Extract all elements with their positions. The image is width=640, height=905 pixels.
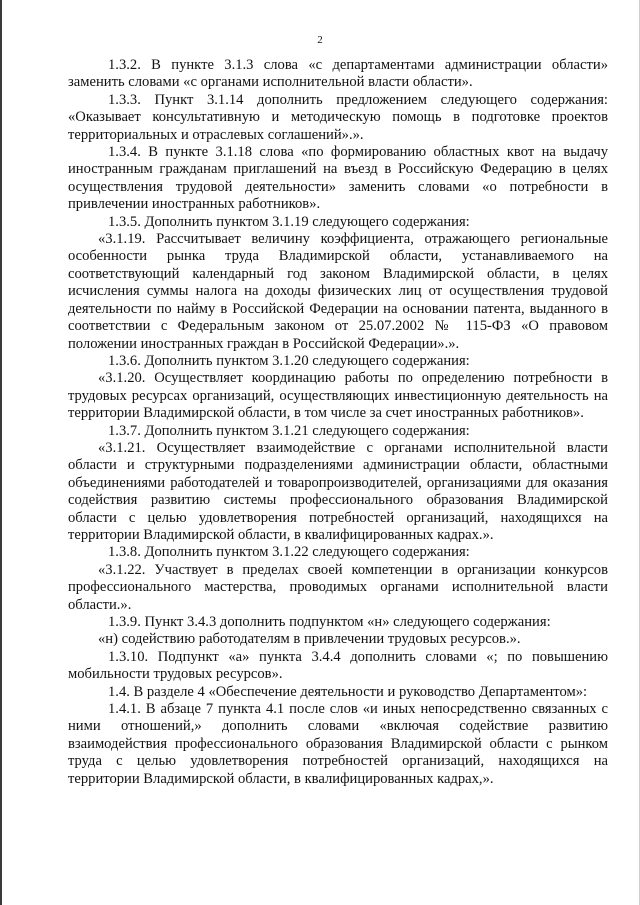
quote-3-1-21: «3.1.21. Осуществляет взаимодействие с органами исполнительной власти области и структурными подразделениями администрации области, областными объединениями работодателей и товаропроизводителей, организациями для оказания содействия развитию системы профессионального образования Владимирской области с целью удовлетворения потребностей организаций, находящихся на территории Владимирской области, в квалифицированных кадрах.». [68,439,608,543]
paragraph-1-3-5: 1.3.5. Дополнить пунктом 3.1.19 следующего содержания: [108,213,470,230]
paragraph-1-3-7: 1.3.7. Дополнить пунктом 3.1.21 следующего содержания: [108,422,470,439]
page-number: 2 [317,34,323,46]
quote-3-1-19: «3.1.19. Рассчитывает величину коэффициента, отражающего региональные особенности рынка труда Владимирской области, устанавливаемого на соответствующий календарный год законом Владимирской области, в целях исчисления суммы налога на доходы физических лиц от осуществления трудовой деятельности по найму в Российской Федерации на основании патента, выданного в соответствии с Федеральным законом от 25.07.2002 № 115-ФЗ «О правовом положении иностранных граждан в Российской Федерации».». [68,231,608,352]
paragraph-1-3-6: 1.3.6. Дополнить пунктом 3.1.20 следующего содержания: [108,352,470,369]
paragraph-1-3-10: 1.3.10. Подпункт «а» пункта 3.4.4 дополнить словами «; по повышению мобильности трудовых ресурсов». [68,648,608,683]
quote-3-1-22: «3.1.22. Участвует в пределах своей компетенции в организации конкурсов профессионального мастерства, проводимых органами исполнительной власти области.». [68,561,608,613]
paragraph-1-3-8: 1.3.8. Дополнить пунктом 3.1.22 следующего содержания: [108,544,470,561]
paragraph-1-3-2: 1.3.2. В пункте 3.1.3 слова «с департаментами администрации области» заменить словами «с органами исполнительной власти области». [68,57,608,91]
paragraph-1-3-4: 1.3.4. В пункте 3.1.18 слова «по формированию областных квот на выдачу иностранным гражданам приглашений на въезд в Российскую Федерацию в целях осуществления трудовой деятельности» заменить словами «о потребности в привлечении иностранных работников». [68,144,608,213]
quote-subitem-n: «н) содействию работодателям в привлечении трудовых ресурсов.». [98,631,521,648]
paragraph-1-4-1: 1.4.1. В абзаце 7 пункта 4.1 после слов «и иных непосредственно связанных с ними отношений,» дополнить словами «включая содействие развитию взаимодействия профессионального образования Владимирской области с рынком труда с целью удовлетворения потребностей организаций, находящихся на территории Владимирской области, в квалифицированных кадрах,». [68,701,608,787]
quote-3-1-20: «3.1.20. Осуществляет координацию работы по определению потребности в трудовых ресурсах организаций, осуществляющих инвестиционную деятельность на территории Владимирской области, в том числе за счет иностранных работников». [68,370,608,422]
paragraph-1-3-3: 1.3.3. Пункт 3.1.14 дополнить предложением следующего содержания: «Оказывает консультативную и методическую помощь в подготовке проектов территориальных и отраслевых соглашений».». [68,91,608,143]
document-body [68,57,608,788]
scan-left-edge [0,0,2,905]
paragraph-1-4: 1.4. В разделе 4 «Обеспечение деятельности и руководство Департаментом»: [108,683,588,700]
paragraph-1-3-9: 1.3.9. Пункт 3.4.3 дополнить подпунктом «н» следующего содержания: [108,614,551,630]
